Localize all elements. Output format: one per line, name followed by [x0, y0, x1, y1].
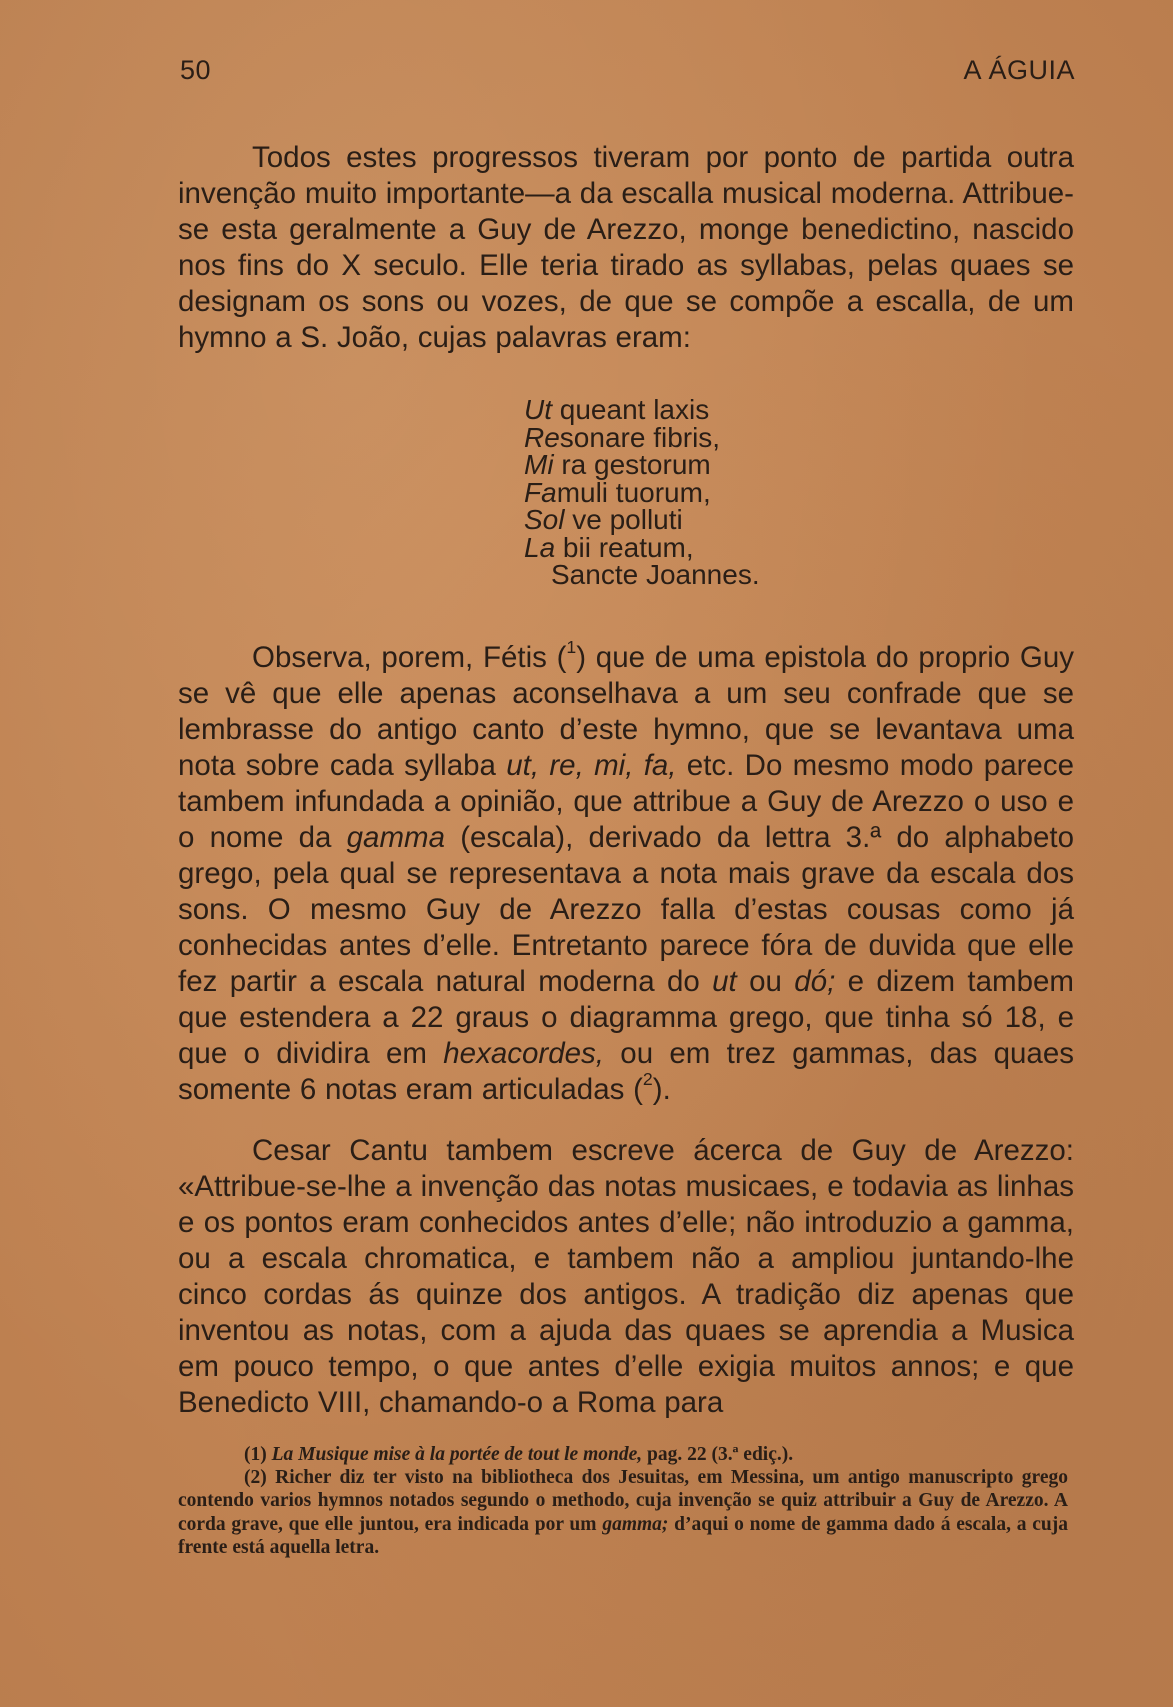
hymn-syllable-la: La: [524, 531, 556, 563]
footnote-2: [178, 1466, 1068, 1559]
page-header: [180, 55, 1075, 95]
footnote-2-term-gamma: gamma;: [602, 1513, 669, 1535]
hymn-line-2: [524, 421, 760, 453]
hymn-line-6-rest: bii reatum,: [555, 531, 694, 563]
footnote-2-part-2: d’aqui o nome de gamma dado á escala, a cuja frente está aquella letra.: [178, 1513, 1068, 1558]
term-hexacordes: hexacordes,: [443, 1037, 604, 1070]
hymn-line-4: [524, 476, 760, 508]
hymn-line-5: [524, 506, 760, 534]
paragraph-2-part-2: ) que de uma epistola do proprio Guy se vê que elle apenas aconselhava a um seu confrade que se lembrasse do antigo canto d’este hymno, que se levantava uma nota sobre cada syllaba: [178, 641, 1074, 782]
paragraph-2-part-3: etc. Do mesmo modo parece tambem infundada a opinião, que attribue a Guy de Arezzo o uso e o nome da: [178, 749, 1074, 854]
paragraph-2-conjunction: ou: [736, 965, 795, 998]
paragraph-2-part-6: ou em trez gammas, das quaes somente 6 notas eram articuladas (: [178, 1037, 1074, 1106]
paragraph-3: [178, 1133, 1074, 1421]
footnote-1: [178, 1443, 1068, 1466]
hymn-syllable-sol: Sol: [524, 504, 565, 535]
page-number: 50: [180, 55, 212, 85]
paragraph-3-text: Cesar Cantu tambem escreve ácerca de Guy de Arezzo: «Attribue-se-lhe a invenção das notas musicaes, e todavia as linhas e os pontos eram conhecidos antes d’elle; não introduzio a gamma, ou a escala chromatica, e tambem não a ampliou juntando-lhe cinco cordas ás quinze dos antigos. A tradição diz apenas que inventou as notas, com a ajuda das quaes se aprendia a Musica em pouco tempo, o que antes d’elle exigia muitos annos; e que Benedicto VIII, chamando-o a Roma para: [178, 1134, 1074, 1419]
term-do: dó;: [794, 965, 836, 998]
paragraph-1-text: Todos estes progressos tiveram por ponto de partida outra invenção muito importante—a da escalla musical moderna. Attribue-se esta geralmente a Guy de Arezzo, monge benedictino, nascido nos fins do X seculo. Elle teria tirado as syllabas, pelas quaes se designam os sons ou vozes, de que se compõe a escalla, de um hymno a S. João, cujas palavras eram:: [178, 141, 1074, 354]
running-title: A ÁGUIA: [963, 55, 1075, 85]
hymn-syllable-ut: Ut: [524, 394, 552, 425]
term-gamma: gamma: [346, 821, 445, 854]
hymn-syllable-re: Re: [524, 421, 560, 453]
footnote-1-title: La Musique mise à la portée de tout le monde,: [271, 1444, 643, 1465]
footnote-2-part-1: Richer diz ter visto na bibliotheca dos Jesuitas, em Messina, um antigo manuscripto grego contendo varios hymnos notados segundo o methodo, cuja invenção se quiz attribuir a Guy de Arezzo. A corda grave, que elle juntou, era indicada por um: [178, 1467, 1068, 1535]
hymn-syllable-mi: Mi: [524, 449, 554, 480]
hymn-line-6: [524, 531, 760, 563]
footnote-ref-1[interactable]: 1: [566, 636, 577, 657]
paragraph-2-part-1: Observa, porem, Fétis (: [252, 641, 567, 674]
hymn-verse: [524, 396, 760, 589]
hymn-line-5-rest: ve polluti: [564, 504, 683, 535]
footnote-ref-2[interactable]: 2: [642, 1068, 653, 1089]
hymn-line-1-rest: queant laxis: [552, 394, 710, 425]
paragraph-2: [178, 636, 1074, 1108]
hymn-line-2-rest: sonare fibris,: [559, 421, 721, 453]
term-ut: ut: [712, 965, 737, 998]
footnote-1-rest: pag. 22 (3.ª ediç.).: [642, 1444, 794, 1465]
paragraph-2-part-4: (escala), derivado da lettra 3.ª do alphabeto grego, pela qual se representava a nota mais grave da escala dos sons. O mesmo Guy de Arezzo falla d’estas cousas como já conhecidas antes d’elle. Entretanto parece fóra de duvida que elle fez partir a escala natural moderna do: [178, 821, 1074, 998]
hymn-syllable-fa: Fa: [524, 476, 557, 508]
paragraph-2-part-7: ).: [652, 1073, 671, 1106]
footnote-2-marker: (2): [244, 1467, 267, 1489]
solfege-syllables: ut, re, mi, fa,: [506, 749, 677, 782]
hymn-line-3: [524, 451, 760, 479]
paragraph-2-text: [178, 636, 1074, 1108]
hymn-line-1: [524, 396, 760, 424]
hymn-line-3-rest: ra gestorum: [553, 449, 711, 480]
paragraph-2-part-5: e dizem tambem que estendera a 22 graus o diagramma grego, que tinha só 18, e que o dividira em: [178, 965, 1074, 1070]
footnote-1-marker: (1): [244, 1444, 267, 1465]
paragraph-1: [178, 140, 1074, 356]
hymn-line-4-rest: muli tuorum,: [556, 476, 711, 508]
hymn-line-7: Sancte Joannes.: [551, 559, 760, 590]
footnotes: [178, 1443, 1068, 1559]
